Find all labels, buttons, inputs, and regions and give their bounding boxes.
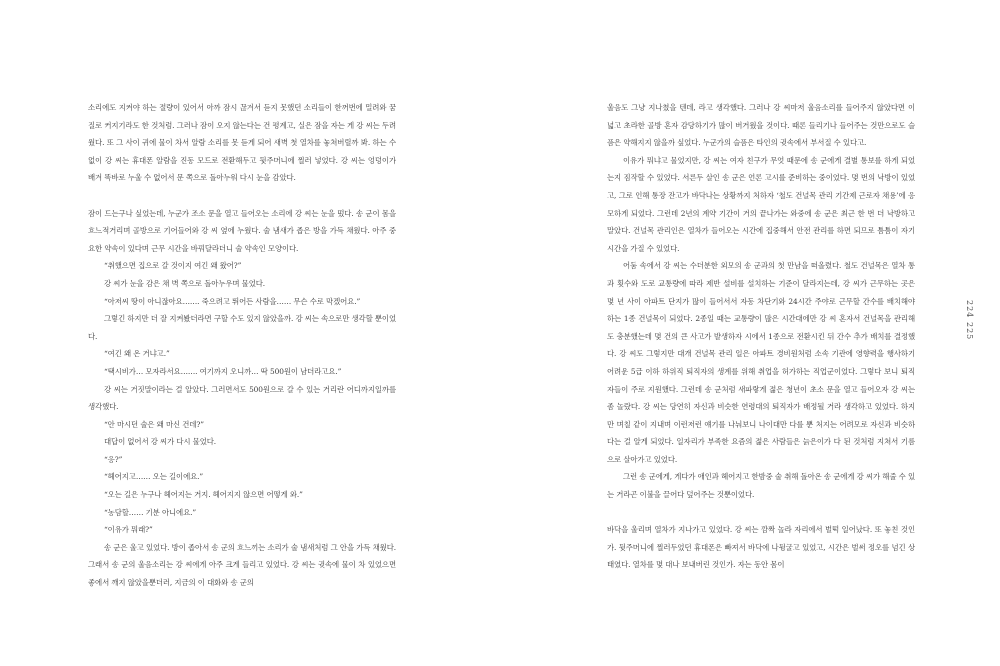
paragraph: 그렇긴 하지만 더 잘 지켜봤더라면 구할 수도 있지 않았을까. 강 씨는 속으로만 생각할 뿐이었다. (88, 314, 396, 341)
dialogue-line: “이유가 뭐래?” (104, 525, 153, 535)
dialogue-line: “헤어지고…… 오는 길이에요.” (104, 472, 204, 482)
dialogue-line: “오는 길은 누구나 헤어지는 거지. 헤어지지 않으면 어떻게 와.” (104, 490, 303, 500)
paragraph: 울음도 그냥 지나쳤을 텐데, 라고 생각했다. 그러나 강 씨마저 울음소리를 들어주지 않았다면 이 넓고 초라한 골방 혼자 감당하기가 많이 버거웠을 것이다. 때론 들리기나 들어주는 것만으로도 슬픔은 약해지지 않을까 싶었다. 누군가의 슬픔은 타인의 귓속에서 부서질 수 있다고. (607, 103, 915, 148)
paragraph: 이유가 뭐냐고 물었지만, 강 씨는 여자 친구가 무엇 때문에 송 군에게 결별 통보를 하게 되었는지 짐작할 수 있었다. 서른두 살인 송 군은 언론 고시를 준비하는 중이었다. 몇 번의 낙방이 있었고, 그로 인해 통장 잔고가 바닥나는 상황까지 처하자 ‘철도 건널목 관리 기간제 근로자 채용’에 응모하게 되었다. 그런데 2년의 계약 기간이 거의 끝나가는 와중에 송 군은 최근 한 번 더 낙방하고 말았다. 건널목 관리인은 열차가 들어오는 시간에 집중해서 안전 관리를 하면 되므로 틈틈이 자기 시간을 가질 수 있었다. (607, 155, 915, 253)
right-page (607, 99, 915, 574)
dialogue-line: “응?” (104, 454, 123, 464)
paragraph: 소리에도 지켜야 하는 절량이 있어서 아까 잠시 끊겨서 듣지 못했던 소리들이 한꺼번에 밀려와 꿈질로 커지기라도 한 것처럼. 그러나 잠이 오지 않는다는 건 평계고, 실은 잠을 자는 게 강 씨는 두려웠다. 또 그 사이 귀에 물이 차서 알람 소리를 못 듣게 되어 새벽 첫 열차를 놓쳐버릴까 봐. 하는 수 없이 강 씨는 휴대폰 알람을 진동 모드로 전환해두고 뒷주머니에 찔러 넣었다. 강 씨는 엉덩이가 배겨 똑바로 누울 수 없어서 문 쪽으로 돌아누워 다시 눈을 감았다. (88, 103, 396, 183)
dialogue-line: “안 마시던 술은 왜 마신 건데?” (104, 419, 204, 429)
page-number-right: 225 (965, 322, 974, 341)
paragraph: 송 군은 울고 있었다. 방이 좁아서 송 군의 흐느끼는 소리가 술 냄새처럼 그 안을 가득 채웠다. 그래서 송 군의 울음소리는 강 씨에게 아주 크게 들리고 있었다. 강 씨는 귓속에 물이 차 있었으면 좋에서 깨지 않았을뿐더러, 지금의 이 대화와 송 군의 (88, 542, 396, 588)
dialogue-line: “아저씨 땅이 아니잖아요……. 죽으려고 뛰어든 사람을…… 무슨 수로 막겠어요.” (104, 296, 361, 306)
dialogue-line: “농담할…… 기분 아니에요.” (104, 507, 197, 517)
left-page (88, 99, 396, 592)
paragraph: 강 씨는 거짓말이라는 걸 알았다. 그러면서도 500원으로 갈 수 있는 거리란 어디까지일까를 생각했다. (88, 384, 396, 412)
paragraph: 바닥을 울리며 열차가 지나가고 있었다. 강 씨는 깜짝 놀라 자리에서 벌떡 일어났다. 또 놓친 것인가. 뒷주머니에 찔러두었던 휴대폰은 빠져서 바닥에 나뒹굴고 있었고, 시간은 벌써 정오를 넘긴 상태였다. 열차를 몇 대나 보내버린 것인가. 자는 동안 몸이 (607, 525, 915, 570)
section-break (607, 504, 915, 522)
dialogue-line: “택시비가… 모자라서요……. 여기까지 오니까… 딱 500원이 남더라고요.” (104, 366, 342, 376)
paragraph: 잠이 드는구나 싶었는데, 누군가 조소 문을 열고 들어오는 소리에 강 씨는 눈을 떴다. 송 군이 몸을 흐느적거리며 골방으로 기어들어와 강 씨 옆에 누웠다. 술 냄새가 좁은 방을 가득 채웠다. 아주 중요한 약속이 있다며 근무 시간을 바꿔달라더니 술 약속인 모양이다. (88, 208, 396, 253)
dialogue-line: “여긴 왜 온 거냐고.” (104, 349, 170, 359)
paragraph: 어둠 속에서 강 씨는 수더분한 외모의 송 군과의 첫 만남을 떠올렸다. 철도 건널목은 열차 통과 횟수와 도로 교통량에 따라 제반 설비를 설치하는 기준이 달라지는데, 강 씨가 근무하는 곳은 몇 년 사이 아파트 단지가 많이 들어서서 자동 차단기와 24시간 주야로 근무할 간수를 배치해야 하는 1종 건널목이 되었다. 2종일 때는 교통량이 많은 시간대에만 강 씨 혼자서 건널목을 관리해도 충분했는데 몇 건의 큰 사고가 발생하자 시에서 1종으로 전환시킨 뒤 간수 추가 배치를 결정했다. 강 씨도 그렇지만 대개 건널목 관리 일은 아파트 경비원처럼 소속 기관에 영향력을 행사하기 어려운 5급 이하 하위직 퇴직자의 생계를 위해 취업을 허가하는 직업군이었다. 그렇다 보니 퇴직자들이 주로 지원했다. 그런데 송 군처럼 새파랗게 젊은 청년이 초소 문을 열고 들어오자 강 씨는 좀 놀랐다. 강 씨는 당연히 자신과 비슷한 연령대의 퇴직자가 배정될 거라 생각하고 있었다. 하지만 며칠 같이 지내며 이런저런 얘기를 나눠보니 나이대만 다를 뿐 처지는 어려모로 자신과 비슷하다는 걸 알게 되었다. 일자리가 부족한 요즘의 젊은 사람들은 늙은이가 다 된 것처럼 지쳐서 기름으로 살아가고 있었다. (607, 261, 915, 464)
dialogue-line: 강 씨가 눈을 감은 채 벽 쪽으로 돌아누우며 물었다. (104, 278, 266, 288)
page-number-left: 224 (965, 300, 974, 319)
dialogue-line: 대답이 없어서 강 씨가 다시 물었다. (104, 437, 217, 447)
section-break (88, 187, 396, 205)
paragraph: 그런 송 군에게, 게다가 애인과 헤어지고 한밤중 술 취해 돌아온 송 군에게 강 씨가 해줄 수 있는 거라곤 이불을 끌어다 덮어주는 것뿐이었다. (607, 472, 915, 500)
dialogue-line: “취했으면 집으로 갈 것이지 여긴 왜 왔어?” (104, 261, 242, 271)
